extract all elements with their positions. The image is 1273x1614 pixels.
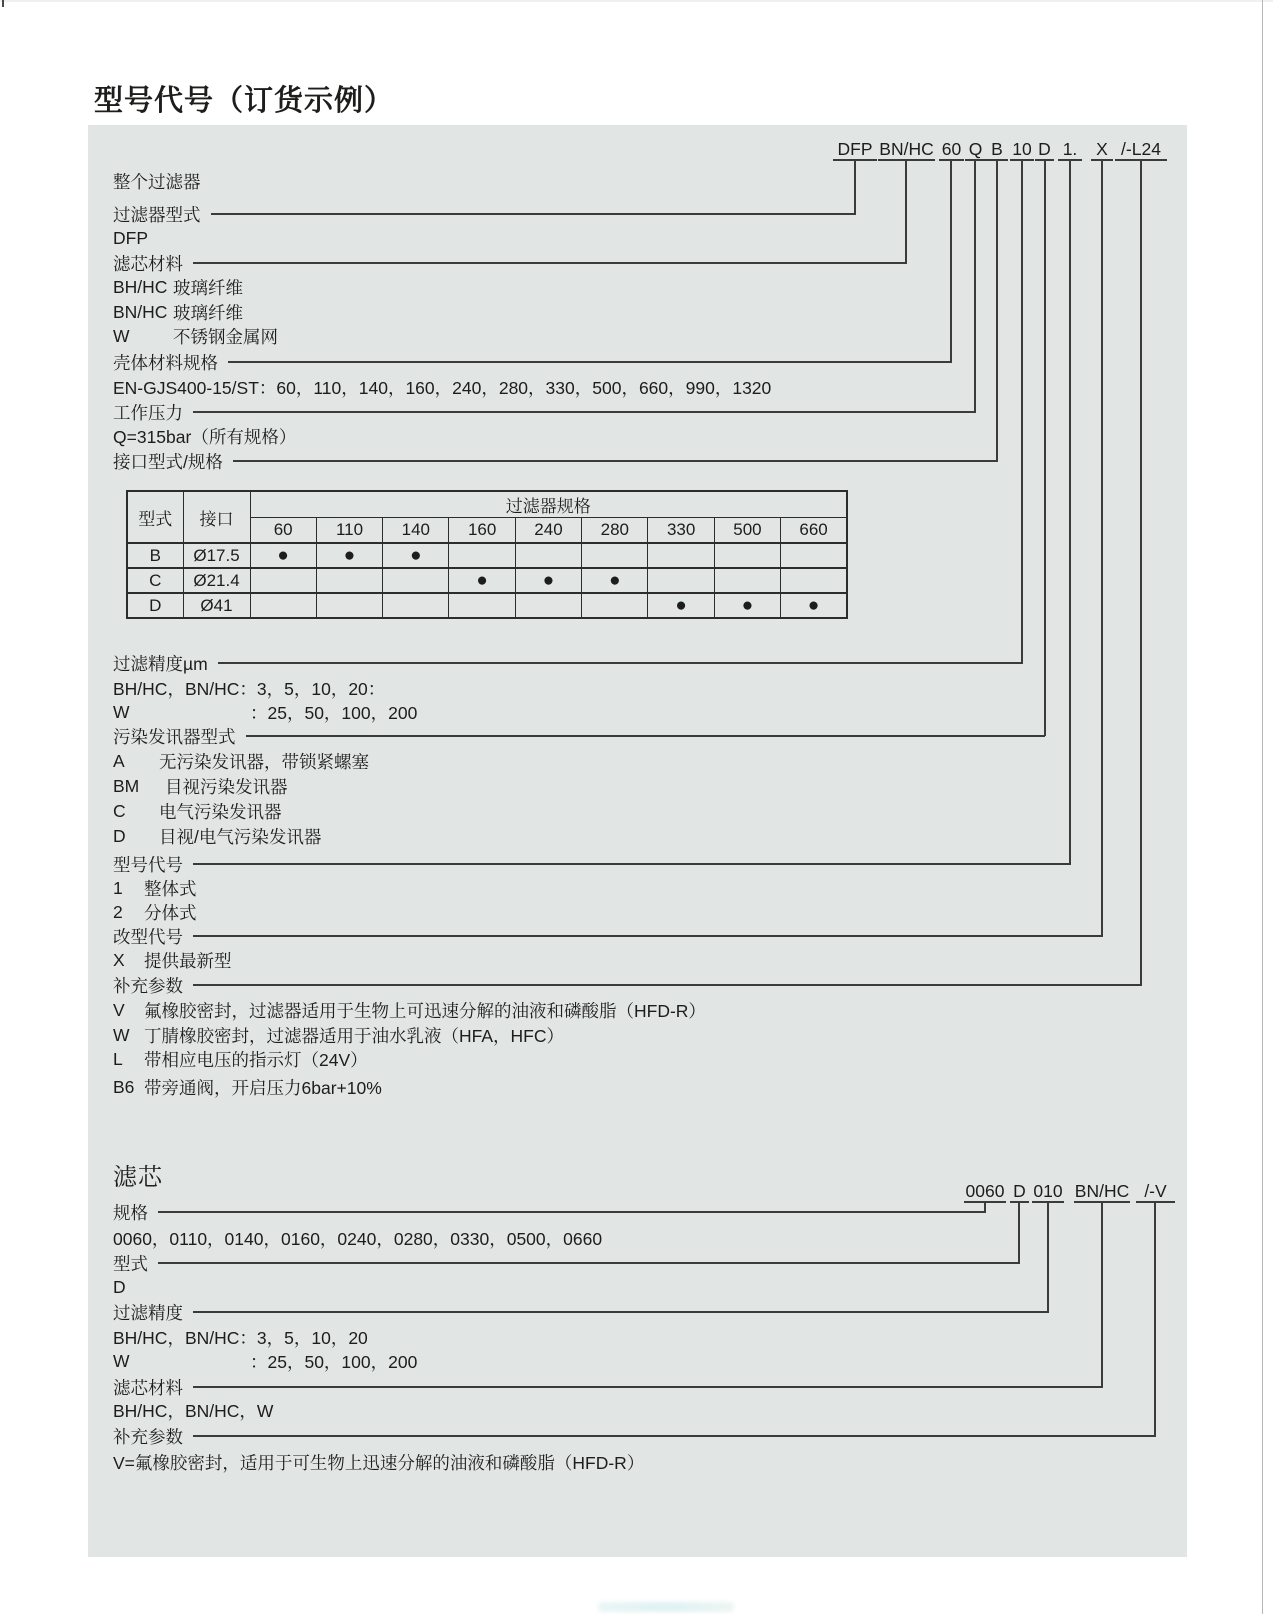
- leader-vline: [950, 160, 952, 362]
- element-code-token: 0060: [965, 1181, 1005, 1201]
- indicator-desc: 无污染发讯器，带锁紧螺塞: [159, 751, 369, 772]
- suppl-code: W: [113, 1024, 130, 1045]
- media-desc: 不锈钢金属网: [173, 326, 278, 347]
- element-heading: 滤芯: [113, 1164, 163, 1191]
- dot-cell: [515, 543, 581, 568]
- leader-line: [193, 411, 976, 413]
- leader-line: [158, 1211, 986, 1213]
- indicator-item: [113, 776, 288, 796]
- dot-cell: [582, 593, 648, 618]
- leader-vline: [1044, 160, 1046, 736]
- scan-edge-line: [1262, 0, 1263, 1614]
- micron-row: [113, 653, 1023, 673]
- mod-code: X: [113, 949, 125, 970]
- dot-cell: [316, 568, 382, 593]
- element-media-label: 滤芯材料: [113, 1377, 183, 1398]
- leader-vline: [1101, 160, 1103, 936]
- dot-cell: ●: [582, 568, 648, 593]
- cutoff-footer-smudge: [598, 1602, 734, 1612]
- dot-cell: ●: [714, 593, 780, 618]
- row-type: D: [127, 593, 183, 618]
- size-header: 240: [515, 518, 581, 544]
- dot-cell: [449, 593, 515, 618]
- element-size-row: [113, 1202, 986, 1222]
- filter-type-label: 过滤器型式: [113, 204, 201, 225]
- dot-cell: [714, 543, 780, 568]
- size-header: 280: [582, 518, 648, 544]
- indicator-desc: 目视/电气污染发讯器: [159, 826, 322, 847]
- model-code: 1: [113, 877, 123, 898]
- indicator-code: C: [113, 800, 126, 821]
- size-header: 660: [781, 518, 847, 544]
- suppl-desc: 氟橡胶密封，过滤器适用于生物上可迅速分解的油液和磷酸脂（HFD-R）: [144, 1000, 706, 1021]
- leader-vline: [1140, 160, 1142, 985]
- port-row: [113, 451, 998, 471]
- table-row: [127, 593, 847, 618]
- leader-line: [193, 1311, 1049, 1313]
- leader-line: [158, 1262, 1020, 1264]
- element-code-token: D: [1010, 1181, 1029, 1203]
- micron-line1: BH/HC，BN/HC：3，5，10，20：: [113, 678, 386, 699]
- leader-line: [246, 735, 1046, 737]
- size-header: 140: [383, 518, 449, 544]
- table-col-sizes: 过滤器规格: [250, 491, 847, 518]
- scan-top-strip: [0, 0, 1273, 2]
- table-col-port: 接口: [183, 491, 250, 543]
- dot-cell: [648, 568, 714, 593]
- leader-line: [193, 984, 1142, 986]
- element-code-token: /-V: [1136, 1181, 1175, 1203]
- dot-cell: [250, 568, 316, 593]
- code-token: BN/HC: [879, 139, 934, 159]
- element-size-value: 0060，0110，0140，0160，0240，0280，0330，0500，0660: [113, 1228, 603, 1249]
- indicator-item: [113, 751, 369, 771]
- pressure-value: Q=315bar（所有规格）: [113, 426, 297, 447]
- dot-cell: [316, 593, 382, 618]
- pressure-label: 工作压力: [113, 402, 183, 423]
- media-row: [113, 253, 907, 273]
- leader-vline: [1101, 1202, 1103, 1387]
- dot-cell: ●: [449, 568, 515, 593]
- indicator-label: 污染发讯器型式: [113, 726, 236, 747]
- media-code: W: [113, 325, 130, 346]
- model-code: 2: [113, 901, 123, 922]
- micron-w-value: ：25，50，100，200: [250, 702, 418, 723]
- filter-type-row: [113, 204, 856, 224]
- mod-item: [113, 950, 232, 970]
- element-type-value: D: [113, 1276, 126, 1297]
- housing-value: EN-GJS400-15/ST：60，110，140，160，240，280，330，500，660，990，1320: [113, 377, 772, 398]
- leader-line: [218, 662, 1023, 664]
- dot-cell: ●: [250, 543, 316, 568]
- media-item: [113, 326, 278, 346]
- dot-cell: [781, 568, 847, 593]
- suppl-row: [113, 975, 1142, 995]
- code-token: 1.: [1058, 139, 1082, 161]
- indicator-item: [113, 801, 282, 821]
- leader-vline: [974, 160, 976, 412]
- model-item: [113, 878, 197, 898]
- table-row: [127, 543, 847, 568]
- suppl-item: [113, 1049, 368, 1069]
- whole-filter-label: 整个过滤器: [113, 171, 201, 192]
- micron-label: 过滤精度µm: [113, 653, 208, 674]
- dot-cell: ●: [383, 543, 449, 568]
- leader-vline: [1047, 1202, 1049, 1312]
- element-micron-line1: BH/HC，BN/HC：3，5，10，20: [113, 1327, 368, 1348]
- indicator-code: BM: [113, 775, 140, 796]
- leader-line: [193, 935, 1103, 937]
- suppl-code: L: [113, 1048, 123, 1069]
- suppl-code: B6: [113, 1076, 135, 1097]
- element-micron-w-value: ：25，50，100，200: [250, 1351, 418, 1372]
- leader-line: [211, 213, 857, 215]
- size-header: 500: [714, 518, 780, 544]
- row-type: B: [127, 543, 183, 568]
- suppl-desc: 带相应电压的指示灯（24V）: [144, 1049, 368, 1070]
- leader-line: [233, 460, 998, 462]
- element-suppl-label: 补充参数: [113, 1426, 183, 1447]
- micron-w-code: W: [113, 701, 130, 722]
- indicator-row: [113, 726, 1045, 746]
- size-header: 330: [648, 518, 714, 544]
- size-header: 110: [316, 518, 382, 544]
- media-item: [113, 277, 243, 297]
- indicator-desc: 目视污染发讯器: [165, 776, 288, 797]
- size-header: 60: [250, 518, 316, 544]
- element-micron-w-code: W: [113, 1350, 130, 1371]
- dot-cell: [648, 543, 714, 568]
- element-type-row: [113, 1253, 1020, 1273]
- dot-cell: [714, 568, 780, 593]
- mod-label: 改型代号: [113, 926, 183, 947]
- suppl-desc: 带旁通阀，开启压力6bar+10%: [144, 1077, 382, 1098]
- element-type-label: 型式: [113, 1253, 148, 1274]
- mod-row: [113, 926, 1103, 946]
- leader-vline: [1154, 1202, 1156, 1436]
- table-col-type: 型式: [127, 491, 183, 543]
- leader-line: [193, 1386, 1103, 1388]
- leader-line: [193, 1435, 1156, 1437]
- indicator-code: D: [113, 825, 126, 846]
- suppl-item: [113, 1000, 706, 1020]
- element-code-token: BN/HC: [1074, 1181, 1130, 1201]
- leader-vline: [996, 160, 998, 461]
- suppl-code: V: [113, 999, 125, 1020]
- dot-cell: [515, 593, 581, 618]
- indicator-code: A: [113, 750, 125, 771]
- dot-cell: [781, 543, 847, 568]
- suppl-item: [113, 1025, 564, 1045]
- element-code-token: 010: [1033, 1181, 1063, 1201]
- media-desc: 玻璃纤维: [173, 302, 243, 323]
- media-code: BH/HC: [113, 276, 168, 297]
- media-item: [113, 302, 243, 322]
- dot-cell: ●: [648, 593, 714, 618]
- leader-line: [193, 262, 907, 264]
- suppl-label: 补充参数: [113, 975, 183, 996]
- page-title: 型号代号（订货示例）: [94, 85, 395, 117]
- model-desc: 分体式: [144, 902, 197, 923]
- media-desc: 玻璃纤维: [173, 277, 243, 298]
- element-micron-row: [113, 1302, 1049, 1322]
- media-label: 滤芯材料: [113, 253, 183, 274]
- row-port: Ø21.4: [183, 568, 250, 593]
- row-type: C: [127, 568, 183, 593]
- code-token: X: [1091, 139, 1113, 161]
- housing-label: 壳体材料规格: [113, 352, 218, 373]
- code-token: B: [986, 139, 1008, 161]
- element-micron-label: 过滤精度: [113, 1302, 183, 1323]
- model-item: [113, 902, 197, 922]
- code-token: D: [1035, 139, 1054, 161]
- row-port: Ø41: [183, 593, 250, 618]
- housing-row: [113, 352, 952, 372]
- pressure-row: [113, 402, 976, 422]
- indicator-desc: 电气污染发讯器: [159, 801, 282, 822]
- element-media-value: BH/HC，BN/HC，W: [113, 1400, 274, 1421]
- model-row: [113, 854, 1071, 874]
- code-token: /-L24: [1115, 139, 1167, 161]
- suppl-desc: 丁腈橡胶密封，过滤器适用于油水乳液（HFA，HFC）: [144, 1025, 564, 1046]
- media-code: BN/HC: [113, 301, 168, 322]
- dot-cell: ●: [316, 543, 382, 568]
- element-media-row: [113, 1377, 1103, 1397]
- leader-line: [193, 863, 1071, 865]
- dot-cell: [582, 543, 648, 568]
- suppl-item: [113, 1077, 382, 1097]
- model-label: 型号代号: [113, 854, 183, 875]
- size-header: 160: [449, 518, 515, 544]
- dot-cell: [449, 543, 515, 568]
- element-suppl-value: V=氟橡胶密封，适用于可生物上迅速分解的油液和磷酸脂（HFD-R）: [113, 1452, 645, 1473]
- dot-cell: [383, 568, 449, 593]
- leader-vline: [905, 160, 907, 263]
- element-suppl-row: [113, 1426, 1156, 1446]
- code-token: Q: [965, 139, 986, 161]
- dot-cell: ●: [515, 568, 581, 593]
- code-token: 10: [1010, 139, 1034, 161]
- port-label: 接口型式/规格: [113, 451, 223, 472]
- filter-type-value: DFP: [113, 227, 148, 248]
- dot-cell: ●: [781, 593, 847, 618]
- indicator-item: [113, 826, 321, 846]
- registration-tick: [2, 0, 4, 7]
- leader-vline: [1069, 160, 1071, 864]
- leader-vline: [1021, 160, 1023, 663]
- dot-cell: [250, 593, 316, 618]
- dot-cell: [383, 593, 449, 618]
- micron-line2: [113, 702, 417, 722]
- code-token: DFP: [833, 139, 877, 161]
- code-token: 60: [939, 139, 964, 161]
- model-desc: 整体式: [144, 878, 197, 899]
- port-size-table: [126, 490, 848, 619]
- element-micron-line2: [113, 1351, 417, 1371]
- table-row: [127, 568, 847, 593]
- row-port: Ø17.5: [183, 543, 250, 568]
- mod-desc: 提供最新型: [144, 950, 232, 971]
- leader-line: [228, 361, 952, 363]
- element-size-label: 规格: [113, 1202, 148, 1223]
